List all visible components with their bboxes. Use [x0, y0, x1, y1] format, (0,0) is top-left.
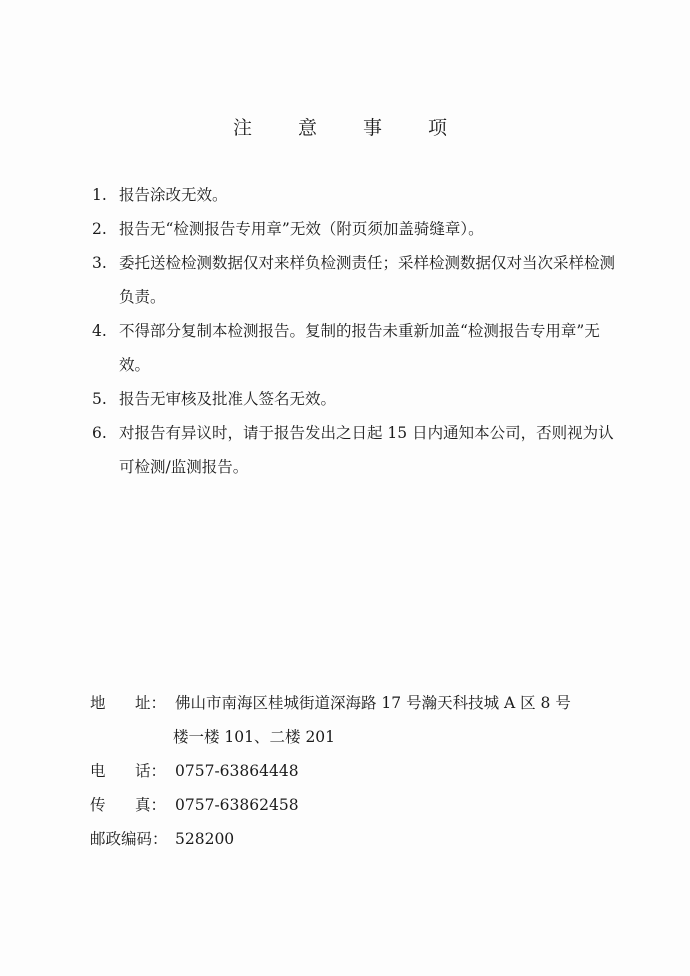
notice-line: 报告无“检测报告专用章”无效（附页须加盖骑缝章）。: [119, 220, 484, 238]
notice-line: 不得部分复制本检测报告。复制的报告未重新加盖“检测报告专用章”无: [119, 322, 600, 340]
address-line-2: 楼一楼 101、二楼 201: [173, 728, 336, 746]
notice-line: 对报告有异议时，请于报告发出之日起 15 日内通知本公司，否则视为认: [119, 424, 614, 442]
notice-item-6: [92, 416, 652, 484]
phone-label: 电 话：: [90, 762, 167, 780]
contact-block: [90, 686, 650, 856]
notice-item-1: [92, 178, 652, 212]
address-row-continued: [90, 720, 650, 754]
notice-line: 可检测/监测报告。: [119, 458, 249, 476]
fax-value: 0757-63862458: [175, 796, 299, 814]
notice-line: 委托送检检测数据仅对来样负检测责任；采样检测数据仅对当次采样检测: [119, 254, 616, 272]
notice-line: 负责。: [119, 288, 166, 306]
fax-row: [90, 788, 650, 822]
notice-item-2: [92, 212, 652, 246]
postcode-row: [90, 822, 650, 856]
postcode-value: 528200: [175, 830, 235, 848]
notice-line: 报告无审核及批准人签名无效。: [119, 390, 337, 408]
fax-label: 传 真：: [90, 796, 167, 814]
notice-line: 效。: [119, 356, 151, 374]
notice-number: 1.: [92, 186, 107, 204]
phone-value: 0757-63864448: [175, 762, 299, 780]
notice-number: 2.: [92, 220, 107, 238]
notice-number: 4.: [92, 322, 107, 340]
postcode-label: 邮政编码：: [90, 830, 168, 848]
address-label: 地 址：: [90, 694, 167, 712]
page-title: 注 意 事 项: [232, 117, 468, 139]
notice-line: 报告涂改无效。: [119, 186, 228, 204]
phone-row: [90, 754, 650, 788]
notice-number: 5.: [92, 390, 107, 408]
address-row: [90, 686, 650, 720]
notice-item-5: [92, 382, 652, 416]
notice-list: [92, 178, 652, 484]
notice-number: 6.: [92, 424, 107, 442]
address-line-1: 佛山市南海区桂城街道深海路 17 号瀚天科技城 A 区 8 号: [175, 694, 571, 712]
notice-number: 3.: [92, 254, 107, 272]
notice-item-3: [92, 246, 652, 314]
notice-item-4: [92, 314, 652, 382]
